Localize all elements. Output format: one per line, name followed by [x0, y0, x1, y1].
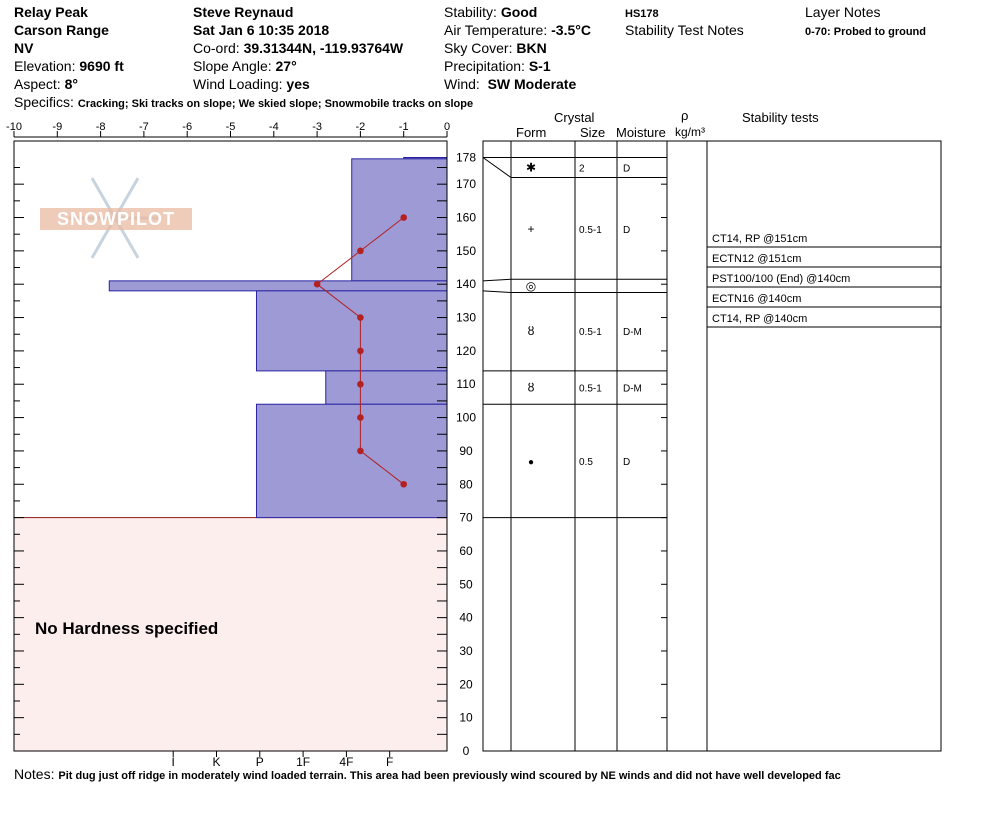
stability-test-entry: PST100/100 (End) @140cm [712, 273, 851, 285]
height-tick-label: 30 [459, 643, 473, 658]
crystal-form-icon: ◎ [525, 278, 537, 293]
temperature-tick-label: -2 [355, 121, 366, 133]
layer-note: 0-70: Probed to ground [805, 26, 926, 38]
crystal-form-icon: ȣ [527, 323, 535, 338]
crystal-form-icon: ȣ [527, 380, 535, 395]
wind: Wind: SW Moderate [444, 76, 577, 92]
hardness-tick-label: F [386, 755, 394, 769]
temperature-tick-label: -4 [268, 121, 279, 133]
layer-boundary-connector [483, 291, 511, 293]
stability-test-entry: CT14, RP @151cm [712, 233, 808, 245]
elevation: Elevation: 9690 ft [14, 58, 124, 74]
temperature-point [357, 248, 364, 255]
temperature-tick-label: -6 [182, 121, 193, 133]
layer-boundary-connector [483, 279, 511, 281]
moisture-value: D-M [623, 383, 642, 395]
density-symbol: ρ [681, 108, 689, 123]
hardness-layer-bar [256, 291, 447, 371]
moisture-value: D [623, 456, 631, 468]
height-tick-label: 80 [459, 477, 473, 492]
notes: Notes: Pit dug just off ridge in moderately wind loaded terrain. This area had been previously wind scoured by NE winds and did not have well developed fac [14, 766, 841, 782]
temperature-point [400, 214, 407, 221]
moisture-value: D [623, 225, 631, 237]
location-name: Relay Peak [14, 4, 88, 20]
density-unit: kg/m³ [675, 125, 705, 139]
moisture-value: D [623, 163, 631, 175]
form-header: Form [516, 125, 547, 140]
temperature-tick-label: -7 [139, 121, 149, 133]
stability-test-entry: ECTN16 @140cm [712, 293, 802, 305]
height-tick-label: 100 [455, 410, 477, 425]
height-tick-label: 130 [455, 310, 477, 325]
temperature-tick-label: -8 [95, 121, 106, 133]
stability-tests-header: Stability tests [742, 110, 819, 125]
crystal-form-icon: + [527, 222, 535, 237]
height-tick-label: 60 [459, 543, 473, 558]
height-tick-label: 160 [455, 210, 477, 225]
temperature-tick-label: -3 [312, 121, 322, 133]
stability-notes-title: Stability Test Notes [625, 22, 744, 38]
wind-loading: Wind Loading: yes [193, 76, 310, 92]
temperature-point [357, 348, 364, 355]
temperature-tick-label: -5 [225, 121, 236, 133]
hardness-tick-label: 4F [339, 755, 354, 769]
crystal-form-icon: ✱ [525, 160, 537, 175]
height-tick-label: 20 [459, 677, 473, 692]
crystal-form-icon: ● [527, 456, 535, 468]
precipitation: Precipitation: S-1 [444, 58, 551, 74]
height-tick-label: 110 [456, 377, 476, 392]
crystal-size: 0.5-1 [579, 326, 602, 338]
state: NV [14, 40, 34, 56]
crystal-size: 0.5-1 [579, 383, 602, 395]
stability-test-entry: CT14, RP @140cm [712, 313, 808, 325]
hardness-tick-label: K [212, 755, 221, 769]
sky-cover: Sky Cover: BKN [444, 40, 547, 56]
temperature-tick-label: 0 [443, 121, 451, 133]
crystal-header: Crystal [554, 110, 595, 125]
hardness-layer-bar [352, 159, 447, 281]
temperature-point [314, 281, 321, 288]
specifics: Specifics: Cracking; Ski tracks on slope; We skied slope; Snowmobile tracks on slope [14, 94, 474, 110]
temperature-point [357, 381, 364, 388]
hardness-tick-label: 1F [296, 755, 311, 769]
temperature-point [357, 448, 364, 455]
hardness-tick-label: P [255, 755, 264, 769]
hardness-tick-label: I [171, 755, 175, 769]
height-tick-label: 50 [459, 577, 473, 592]
size-header: Size [580, 125, 606, 140]
crystal-size: 0.5-1 [579, 225, 602, 237]
aspect: Aspect: 8° [14, 76, 78, 92]
height-tick-label: 40 [459, 610, 473, 625]
stability-tests-list [707, 233, 941, 327]
crystal-size: 0.5 [579, 456, 593, 468]
no-hardness-label: No Hardness specified [35, 619, 219, 638]
coordinates: Co-ord: 39.31344N, -119.93764W [193, 40, 404, 56]
height-tick-label: 140 [455, 277, 477, 292]
observation-datetime: Sat Jan 6 10:35 2018 [193, 22, 330, 38]
snow-height: HS178 [625, 8, 659, 20]
height-tick-label: 70 [459, 510, 473, 525]
height-tick-label: 178 [455, 150, 477, 165]
height-tick-label: 0 [462, 744, 470, 758]
height-tick-label: 120 [455, 343, 477, 358]
temperature-point [400, 481, 407, 488]
hardness-layer-bar [326, 371, 447, 404]
height-tick-label: 90 [459, 443, 473, 458]
moisture-value: D-M [623, 326, 642, 338]
temperature-axis [6, 121, 450, 137]
stability-test-entry: ECTN12 @151cm [712, 253, 802, 265]
temperature-tick-label: -1 [398, 121, 409, 133]
temperature-tick-label: -9 [52, 121, 63, 133]
hardness-layer-bar [256, 404, 447, 517]
hardness-layer-bar [109, 281, 447, 291]
crystal-size: 2 [579, 163, 585, 175]
temperature-point [357, 414, 364, 421]
layer-boundary-connector [483, 158, 511, 178]
height-tick-label: 170 [455, 177, 477, 192]
observer-name: Steve Reynaud [193, 4, 294, 20]
logo-text: SNOWPILOT [57, 209, 175, 229]
layer-notes-title: Layer Notes [805, 4, 881, 20]
slope-angle: Slope Angle: 27° [193, 58, 297, 74]
moisture-header: Moisture [616, 125, 666, 140]
mountain-range: Carson Range [14, 22, 109, 38]
stability: Stability: Good [444, 4, 538, 20]
snowpilot-logo [40, 178, 192, 258]
height-tick-label: 150 [455, 243, 477, 258]
air-temperature: Air Temperature: -3.5°C [444, 22, 591, 38]
temperature-point [357, 314, 364, 321]
height-tick-label: 10 [459, 710, 473, 725]
temperature-tick-label: -10 [6, 121, 22, 133]
